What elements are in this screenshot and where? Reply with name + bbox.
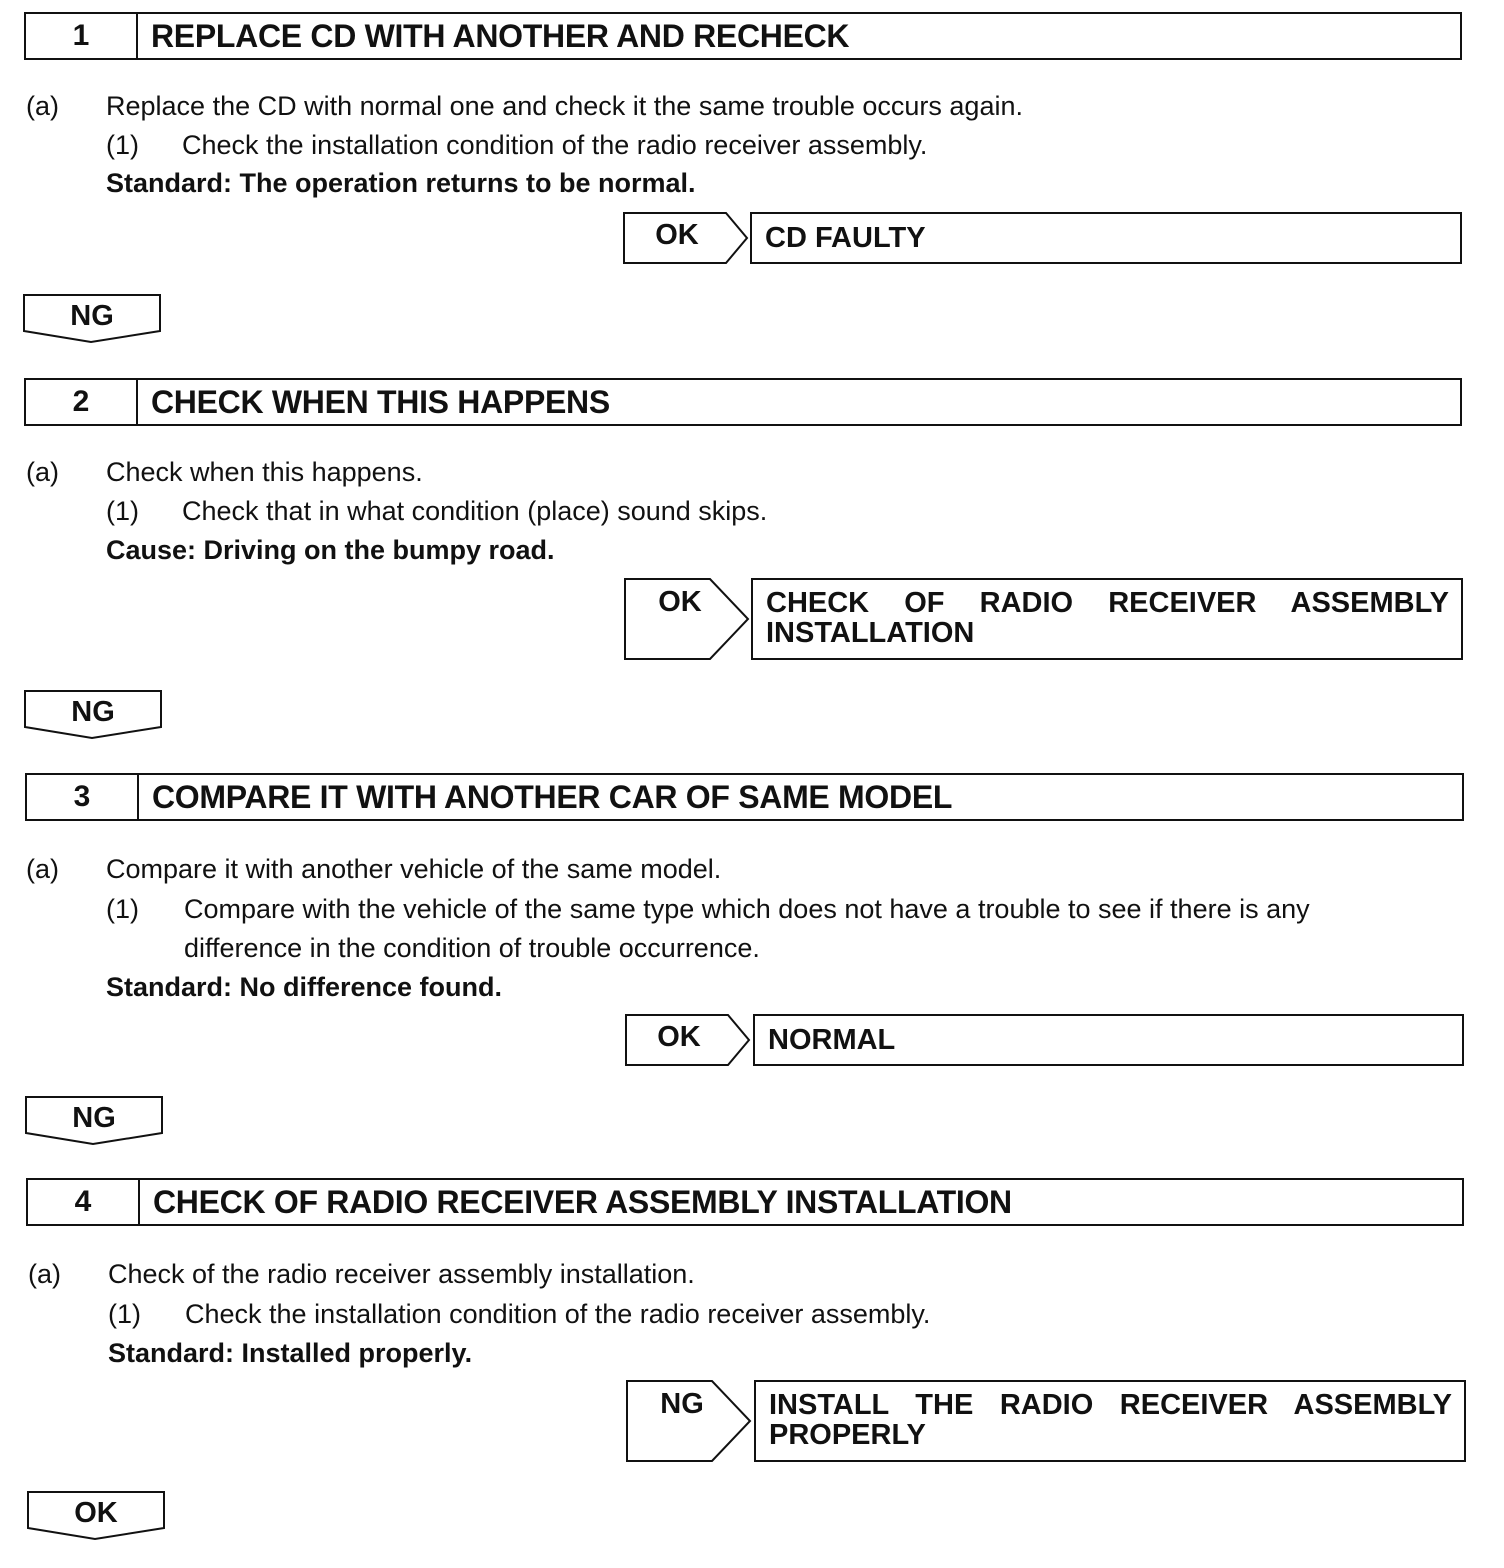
step-4-ng-label: NG	[660, 1388, 704, 1420]
step-1-title: REPLACE CD WITH ANOTHER AND RECHECK	[151, 17, 850, 54]
step-3-title: COMPARE IT WITH ANOTHER CAR OF SAME MODEL	[152, 778, 953, 815]
step-4-ok-label: OK	[74, 1497, 118, 1529]
step-2-cause: Cause: Driving on the bumpy road.	[106, 535, 555, 565]
step-2-item-a-text: Check when this happens.	[106, 457, 423, 487]
step-3-subitem-text-line-1: Compare with the vehicle of the same type which does not have a trouble to see if there is any	[184, 894, 1310, 924]
step-3-result-box	[753, 1014, 1464, 1066]
step-2-title: CHECK WHEN THIS HAPPENS	[151, 383, 610, 420]
step-4-header	[26, 1178, 1464, 1226]
step-1-result-text: CD FAULTY	[765, 222, 926, 254]
step-3-result-text: NORMAL	[768, 1024, 896, 1056]
step-3-ng-tag	[25, 1096, 163, 1146]
step-2-subitem-label: (1)	[106, 496, 139, 526]
step-4-number: 4	[28, 1180, 140, 1224]
step-1-ng-label: NG	[70, 300, 114, 332]
step-2-number: 2	[26, 380, 138, 424]
step-4-subitem-text: Check the installation condition of the radio receiver assembly.	[185, 1299, 931, 1329]
step-4-item-a-text: Check of the radio receiver assembly installation.	[108, 1259, 695, 1289]
step-1-ok-label: OK	[655, 219, 699, 251]
step-2-result-box	[751, 578, 1463, 660]
step-3-number: 3	[27, 775, 139, 819]
step-3-subitem-text-line-2: difference in the condition of trouble occurrence.	[184, 933, 760, 963]
step-2-item-a-label: (a)	[26, 457, 59, 487]
step-2-ng-label: NG	[71, 696, 115, 728]
step-1-ng-tag	[23, 294, 161, 344]
step-3-standard: Standard: No difference found.	[106, 972, 503, 1002]
step-1-subitem-text: Check the installation condition of the radio receiver assembly.	[182, 130, 928, 160]
step-4-subitem-label: (1)	[108, 1299, 141, 1329]
step-2-result-line-1: CHECK OF RADIO RECEIVER ASSEMBLY	[766, 587, 1449, 619]
step-3-subitem-label: (1)	[106, 894, 139, 924]
step-4-ok-tag	[27, 1491, 165, 1541]
step-4-result-line-1: INSTALL THE RADIO RECEIVER ASSEMBLY	[769, 1389, 1452, 1421]
step-1-subitem-label: (1)	[106, 130, 139, 160]
step-3-item-a-text: Compare it with another vehicle of the same model.	[106, 854, 722, 884]
step-1-item-a-text: Replace the CD with normal one and check it the same trouble occurs again.	[106, 91, 1023, 121]
step-2-header	[24, 378, 1462, 426]
step-2-subitem-text: Check that in what condition (place) sound skips.	[182, 496, 768, 526]
step-4-title: CHECK OF RADIO RECEIVER ASSEMBLY INSTALLATION	[153, 1183, 1012, 1220]
step-1-standard: Standard: The operation returns to be normal.	[106, 168, 696, 198]
step-4-standard: Standard: Installed properly.	[108, 1338, 473, 1368]
step-1-item-a-label: (a)	[26, 91, 59, 121]
step-3-ok-label: OK	[657, 1021, 701, 1053]
step-4-item-a-label: (a)	[28, 1259, 61, 1289]
step-1-header	[24, 12, 1462, 60]
step-1-ok-arrow	[623, 212, 749, 264]
step-3-header	[25, 773, 1464, 821]
step-4-ng-arrow	[626, 1380, 752, 1462]
step-3-item-a-label: (a)	[26, 854, 59, 884]
step-2-ok-arrow	[624, 578, 750, 660]
step-4-result-box	[754, 1380, 1466, 1462]
step-2-result-line-2: INSTALLATION	[766, 617, 975, 649]
step-2-ng-tag	[24, 690, 162, 740]
step-3-ng-label: NG	[72, 1102, 116, 1134]
step-1-number: 1	[26, 14, 138, 58]
step-4-result-line-2: PROPERLY	[769, 1419, 926, 1451]
step-1-result-box	[750, 212, 1462, 264]
step-2-ok-label: OK	[658, 586, 702, 618]
step-3-ok-arrow	[625, 1014, 751, 1066]
